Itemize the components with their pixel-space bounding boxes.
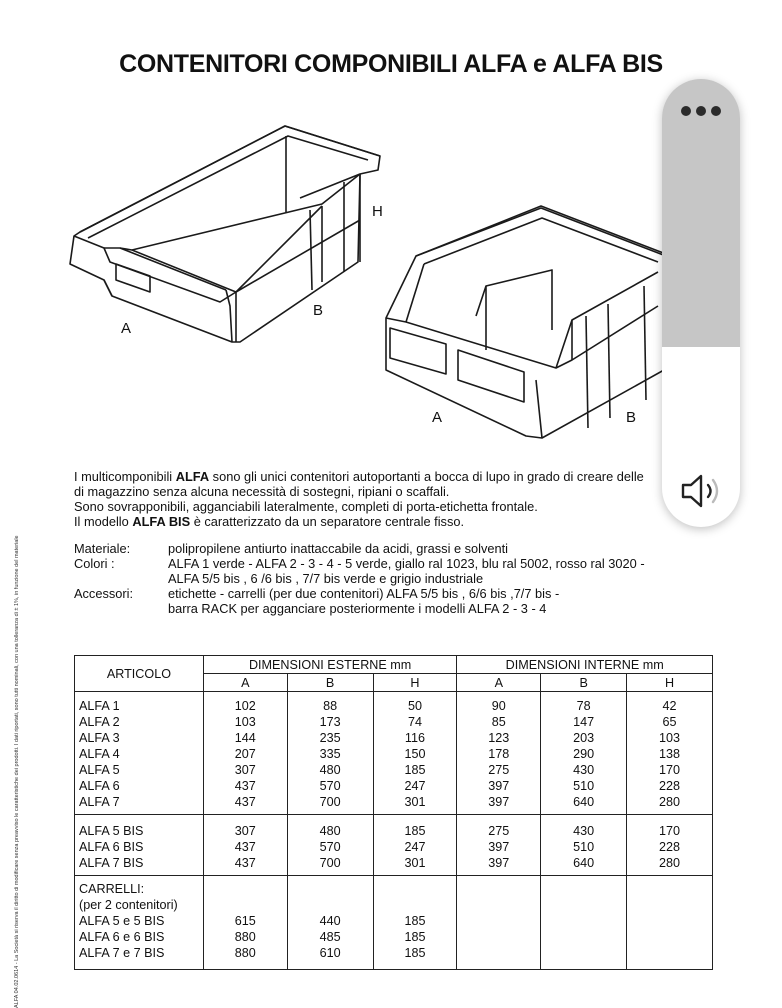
dimension-value	[204, 881, 287, 897]
dimension-value	[627, 881, 712, 897]
dimension-value: 102	[234, 699, 256, 713]
dimension-value: 437	[234, 779, 256, 793]
dimension-value: 397	[488, 840, 510, 854]
subheader-int-h: H	[627, 674, 713, 692]
dimension-value: 430	[573, 824, 595, 838]
dimension-column-cell	[373, 876, 457, 970]
spec-accessori: Accessori: etichette - carrelli (per due contenitori) ALFA 5/5 bis , 6/6 bis ,7/7 bis - barra RACK per agganciare posteriormente i modelli ALFA 2 - 3 - 4	[74, 586, 560, 616]
subheader-int-b: B	[541, 674, 627, 692]
dimension-value	[541, 913, 626, 929]
dimension-value: 610	[319, 946, 341, 960]
articolo-cell	[75, 876, 204, 970]
dimension-value: 570	[319, 779, 341, 793]
dimension-value: 85	[491, 715, 506, 729]
dimension-value: 437	[234, 795, 256, 809]
dimension-column-cell	[541, 815, 627, 876]
speaker-icon[interactable]	[680, 471, 722, 511]
dimension-value: 700	[319, 795, 341, 809]
dimension-value	[457, 897, 540, 913]
dimension-value: 480	[319, 824, 341, 838]
figure-left-label-b: B	[313, 302, 324, 319]
dimension-value: 74	[407, 715, 422, 729]
dimension-value: 185	[404, 763, 426, 777]
table-group-alfa	[75, 692, 713, 815]
dimension-value	[204, 897, 287, 913]
articolo-name: ALFA 3	[79, 731, 120, 745]
dimension-value: 103	[659, 731, 681, 745]
dimension-value: 116	[404, 731, 425, 745]
more-dots-icon[interactable]	[681, 103, 721, 119]
articolo-name: ALFA 6 BIS	[79, 840, 144, 854]
header-dimensioni-esterne: DIMENSIONI ESTERNE mm	[203, 656, 457, 674]
dimension-value: 170	[659, 763, 681, 777]
dimension-value: 485	[319, 930, 341, 944]
dimension-column-cell	[457, 692, 541, 815]
articolo-name: ALFA 7 e 7 BIS	[79, 946, 165, 960]
dimension-value: 178	[488, 747, 510, 761]
dimension-value	[627, 913, 712, 929]
subheader-ext-h: H	[373, 674, 457, 692]
dimension-value: 170	[659, 824, 681, 838]
product-description: I multicomponibili ALFA sono gli unici contenitori autoportanti a bocca di lupo in grado di creare delle di magazzino senza alcuna necessità di sostegni, ripiani o scaffali. Sono sovrapponibili, agganciabili lateralmente, completi di porta-etichetta frontale. Il modello ALFA BIS è caratterizzato da un separatore centrale fisso.	[74, 469, 644, 529]
dimension-value: 437	[234, 856, 256, 870]
dimension-value: 150	[404, 747, 426, 761]
articolo-name: ALFA 5 e 5 BIS	[79, 914, 165, 928]
dimension-value: 90	[491, 699, 506, 713]
dimension-value: 247	[404, 779, 426, 793]
dimension-value: 103	[234, 715, 256, 729]
dimension-value: 290	[573, 747, 595, 761]
articolo-name: ALFA 5 BIS	[79, 824, 144, 838]
dimension-value: 235	[319, 731, 341, 745]
dimension-value: 301	[404, 856, 426, 870]
dimension-value: 147	[573, 715, 595, 729]
articolo-name: CARRELLI:	[79, 882, 145, 896]
table-group-alfa-bis	[75, 815, 713, 876]
dimension-value: 50	[407, 699, 422, 713]
dimension-column-cell	[287, 692, 373, 815]
dimension-value: 440	[319, 914, 341, 928]
dimension-value: 228	[659, 840, 681, 854]
dimension-value: 280	[659, 856, 681, 870]
dimension-value: 275	[488, 763, 510, 777]
dimension-column-cell	[287, 815, 373, 876]
dimension-value	[627, 929, 712, 945]
side-disclaimer: ALFA 04.02.0614 - La Società si riserva il diritto di modificare senza preavviso le caratteristiche dei prodotti. I dati riportati, sono tutti nominali, con una tolleranza di ± 1%, in funzione del materiale	[14, 535, 20, 1008]
dimension-value: 700	[319, 856, 341, 870]
dimension-value: 397	[488, 779, 510, 793]
floating-media-control[interactable]	[662, 79, 740, 527]
dimension-value: 510	[573, 779, 595, 793]
dimension-column-cell	[541, 876, 627, 970]
dimension-value: 185	[404, 946, 426, 960]
dimension-value: 880	[234, 946, 256, 960]
articolo-name: ALFA 7 BIS	[79, 856, 144, 870]
alfa-bis-container-drawing	[376, 200, 676, 440]
dimension-value: 42	[662, 699, 677, 713]
dimension-value	[288, 897, 373, 913]
dimension-column-cell	[373, 815, 457, 876]
dimension-column-cell	[541, 692, 627, 815]
dimension-value: 207	[234, 747, 256, 761]
dimension-column-cell	[203, 876, 287, 970]
control-top-panel	[662, 79, 740, 347]
dimension-value: 397	[488, 856, 510, 870]
figure-right-label-a: A	[432, 409, 443, 426]
dimension-column-cell	[287, 876, 373, 970]
dimension-column-cell	[457, 815, 541, 876]
dimension-value	[457, 913, 540, 929]
dimension-value	[627, 945, 712, 961]
dimension-value: 247	[404, 840, 426, 854]
dimension-value	[374, 881, 457, 897]
articolo-cell	[75, 692, 204, 815]
articolo-name: ALFA 5	[79, 763, 120, 777]
dimension-value: 615	[234, 914, 256, 928]
dimension-column-cell	[627, 876, 713, 970]
page-title: CONTENITORI COMPONIBILI ALFA e ALFA BIS	[119, 50, 663, 78]
articolo-name: ALFA 4	[79, 747, 120, 761]
dimension-column-cell	[627, 815, 713, 876]
articolo-name: ALFA 6	[79, 779, 120, 793]
dimension-value: 275	[488, 824, 510, 838]
dimension-column-cell	[203, 692, 287, 815]
dimension-value	[541, 945, 626, 961]
dimension-column-cell	[457, 876, 541, 970]
dimension-value	[541, 881, 626, 897]
subheader-ext-a: A	[203, 674, 287, 692]
figure-left-label-h: H	[372, 203, 383, 220]
subheader-int-a: A	[457, 674, 541, 692]
dimension-value: 144	[234, 731, 256, 745]
dimension-value: 280	[659, 795, 681, 809]
dimension-value	[541, 929, 626, 945]
dimension-value: 88	[323, 699, 338, 713]
dimension-value: 640	[573, 795, 595, 809]
header-articolo: ARTICOLO	[75, 656, 204, 692]
product-specs	[74, 541, 645, 616]
dimension-column-cell	[373, 692, 457, 815]
dimension-value: 173	[319, 715, 341, 729]
articolo-name: ALFA 2	[79, 715, 120, 729]
dimension-value: 510	[573, 840, 595, 854]
dimension-value: 335	[319, 747, 341, 761]
dimension-value	[457, 881, 540, 897]
dimension-value	[541, 897, 626, 913]
dimension-value	[627, 897, 712, 913]
dimension-value: 65	[662, 715, 677, 729]
dimension-value: 301	[404, 795, 426, 809]
dimension-value: 397	[488, 795, 510, 809]
spec-materiale: Materiale: polipropilene antiurto inattaccabile da acidi, grassi e solventi	[74, 541, 509, 556]
spec-colori: Colori : ALFA 1 verde - ALFA 2 - 3 - 4 - 5 verde, giallo ral 1023, blu ral 5002, rosso ral 3020 - ALFA 5/5 bis , 6 /6 bis , 7/7 bis verde e grigio industriale	[74, 556, 645, 586]
figure-left-label-a: A	[121, 320, 132, 337]
dimension-value	[457, 929, 540, 945]
dimension-value	[457, 945, 540, 961]
dimension-value: 203	[573, 731, 595, 745]
dimension-value: 570	[319, 840, 341, 854]
dimension-value	[374, 897, 457, 913]
table-group-carrelli	[75, 876, 713, 970]
articolo-name: ALFA 6 e 6 BIS	[79, 930, 165, 944]
dimension-value: 185	[404, 930, 426, 944]
dimension-value: 78	[576, 699, 591, 713]
figure-right-label-b: B	[626, 409, 637, 426]
dimension-column-cell	[203, 815, 287, 876]
articolo-cell	[75, 815, 204, 876]
dimension-value: 437	[234, 840, 256, 854]
dimension-value: 123	[488, 731, 510, 745]
subheader-ext-b: B	[287, 674, 373, 692]
articolo-name: ALFA 7	[79, 795, 120, 809]
dimension-value: 185	[404, 914, 426, 928]
dimension-value	[288, 881, 373, 897]
dimension-value: 138	[659, 747, 681, 761]
articolo-name: (per 2 contenitori)	[79, 898, 178, 912]
dimension-value: 307	[234, 763, 256, 777]
articolo-name: ALFA 1	[79, 699, 120, 713]
dimensions-table	[74, 655, 713, 970]
dimension-value: 880	[234, 930, 256, 944]
alfa-container-drawing	[60, 112, 390, 352]
dimension-value: 228	[659, 779, 681, 793]
dimension-value: 480	[319, 763, 341, 777]
dimension-value: 185	[404, 824, 426, 838]
header-dimensioni-interne: DIMENSIONI INTERNE mm	[457, 656, 713, 674]
dimension-column-cell	[627, 692, 713, 815]
dimension-value: 640	[573, 856, 595, 870]
dimension-value: 430	[573, 763, 595, 777]
dimension-value: 307	[234, 824, 256, 838]
